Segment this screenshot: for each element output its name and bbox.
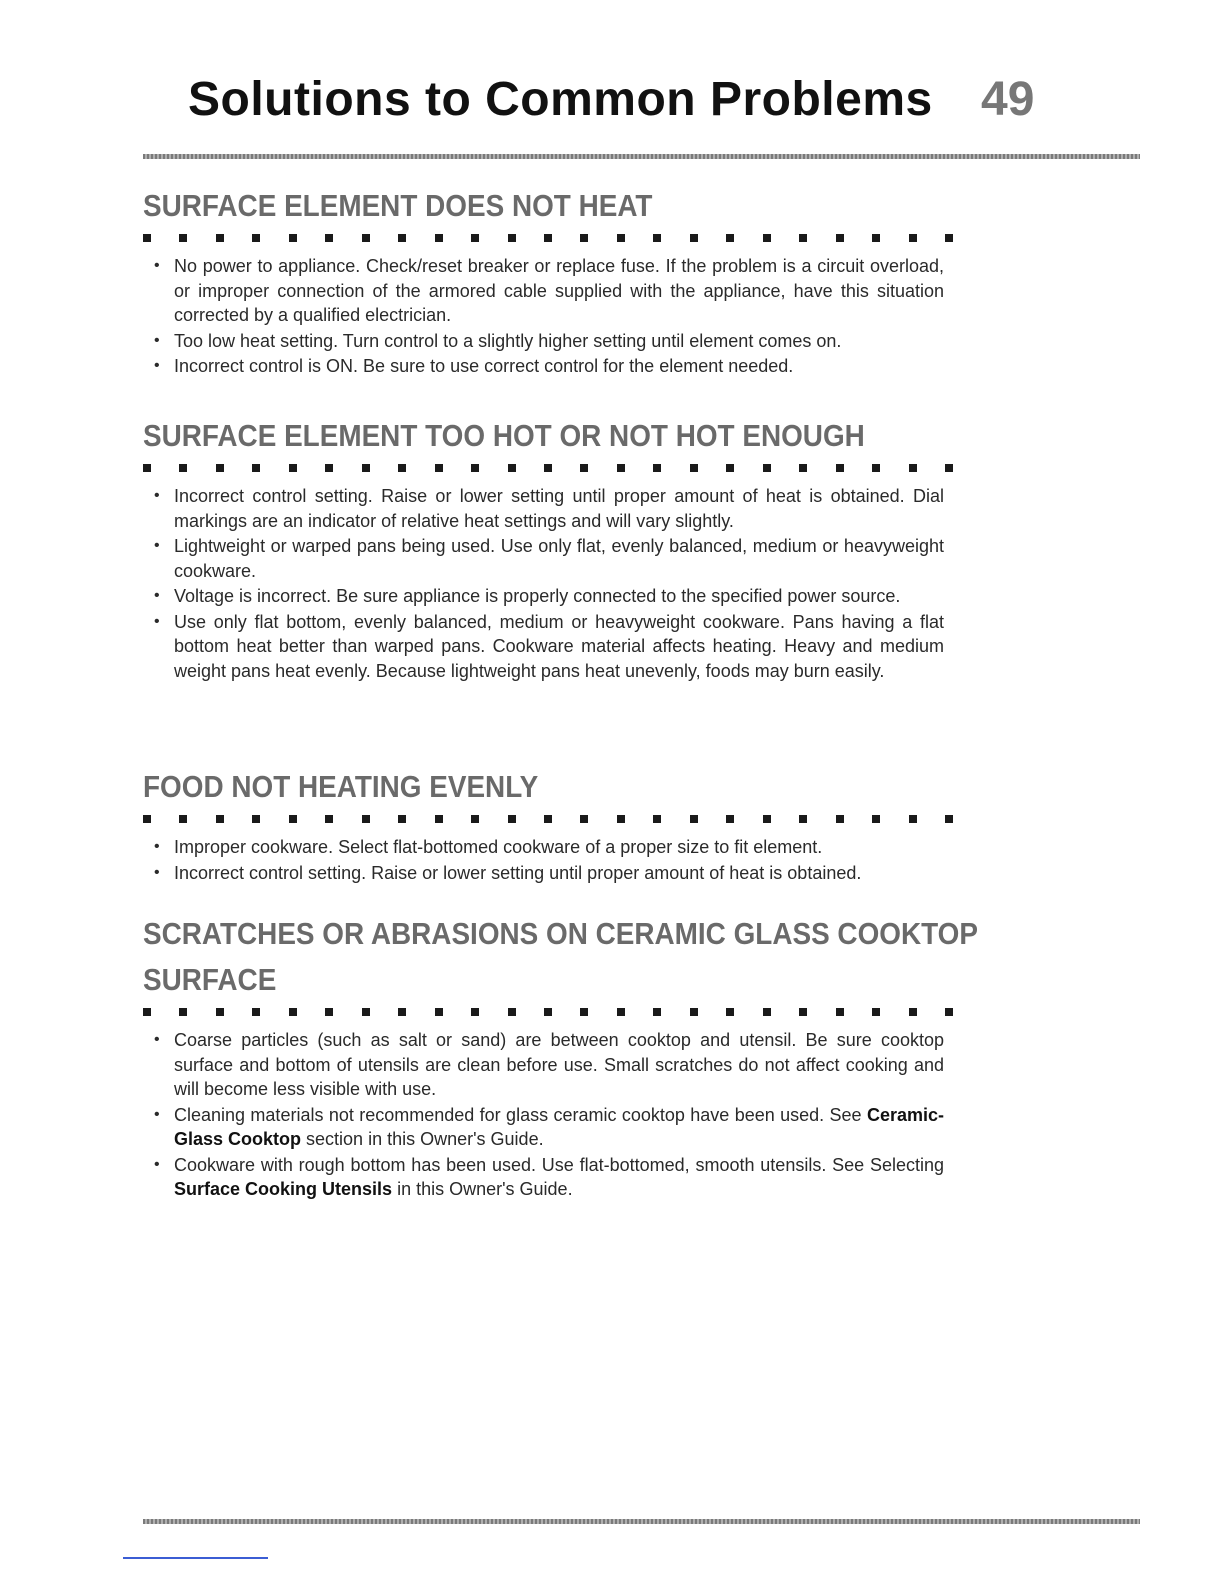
- divider-square: [799, 464, 807, 472]
- footer-rule: [143, 1519, 1140, 1524]
- dot-divider: [143, 234, 953, 243]
- divider-square: [362, 1008, 370, 1016]
- divider-square: [325, 1008, 333, 1016]
- list-item: [174, 1153, 944, 1202]
- divider-square: [252, 815, 260, 823]
- dot-divider: [143, 1008, 953, 1017]
- divider-square: [909, 1008, 917, 1016]
- divider-square: [653, 815, 661, 823]
- divider-square: [143, 464, 151, 472]
- divider-square: [471, 464, 479, 472]
- section-heading-continued: SURFACE: [143, 962, 277, 997]
- divider-square: [325, 464, 333, 472]
- divider-square: [325, 815, 333, 823]
- divider-square: [690, 815, 698, 823]
- divider-square: [398, 234, 406, 242]
- list-item: • Incorrect control is ON. Be sure to use correct control for the element needed.: [174, 354, 944, 379]
- divider-square: [289, 1008, 297, 1016]
- divider-square: [580, 815, 588, 823]
- divider-square: [289, 815, 297, 823]
- divider-square: [617, 464, 625, 472]
- divider-square: [471, 815, 479, 823]
- divider-square: [580, 1008, 588, 1016]
- divider-square: [508, 464, 516, 472]
- divider-square: [471, 1008, 479, 1016]
- divider-square: [435, 1008, 443, 1016]
- divider-square: [252, 1008, 260, 1016]
- divider-square: [726, 464, 734, 472]
- divider-square: [216, 464, 224, 472]
- divider-square: [799, 234, 807, 242]
- divider-square: [909, 234, 917, 242]
- divider-square: [435, 234, 443, 242]
- bullet-list: [143, 1028, 944, 1202]
- divider-square: [362, 815, 370, 823]
- divider-square: [508, 815, 516, 823]
- divider-square: [179, 815, 187, 823]
- section-surface-element-too-hot: [143, 416, 943, 684]
- divider-square: [252, 464, 260, 472]
- bullet-list: [143, 484, 944, 683]
- bullet-list: [143, 254, 944, 379]
- divider-square: [909, 815, 917, 823]
- item-text: section in this Owner's Guide.: [301, 1129, 544, 1149]
- divider-square: [872, 464, 880, 472]
- divider-square: [872, 1008, 880, 1016]
- dot-divider: [143, 464, 953, 473]
- section-heading: FOOD NOT HEATING EVENLY: [143, 769, 539, 804]
- divider-square: [763, 464, 771, 472]
- divider-square: [799, 1008, 807, 1016]
- divider-square: [143, 234, 151, 242]
- divider-square: [471, 234, 479, 242]
- divider-square: [909, 464, 917, 472]
- list-item: • Incorrect control setting. Raise or lower setting until proper amount of heat is obtained.: [174, 861, 944, 886]
- divider-square: [143, 1008, 151, 1016]
- section-surface-element-does-not-heat: [143, 186, 943, 380]
- divider-square: [435, 464, 443, 472]
- divider-square: [617, 815, 625, 823]
- divider-square: [544, 1008, 552, 1016]
- divider-square: [216, 1008, 224, 1016]
- section-heading: SURFACE ELEMENT TOO HOT OR NOT HOT ENOUGH: [143, 418, 865, 453]
- divider-square: [836, 1008, 844, 1016]
- divider-square: [179, 464, 187, 472]
- divider-square: [945, 815, 953, 823]
- divider-square: [325, 234, 333, 242]
- divider-square: [580, 464, 588, 472]
- divider-square: [544, 234, 552, 242]
- divider-square: [216, 234, 224, 242]
- divider-square: [653, 464, 661, 472]
- divider-square: [398, 1008, 406, 1016]
- item-text: in this Owner's Guide.: [392, 1179, 573, 1199]
- divider-square: [508, 1008, 516, 1016]
- divider-square: [617, 1008, 625, 1016]
- divider-square: [435, 815, 443, 823]
- divider-square: [362, 464, 370, 472]
- divider-square: [398, 464, 406, 472]
- ceramic-glass-cooktop-reference: Ceramic-Glass Cooktop: [174, 1104, 944, 1149]
- divider-square: [362, 234, 370, 242]
- divider-square: [179, 1008, 187, 1016]
- divider-square: [544, 815, 552, 823]
- divider-square: [726, 1008, 734, 1016]
- divider-square: [836, 464, 844, 472]
- divider-square: [580, 234, 588, 242]
- divider-square: [216, 815, 224, 823]
- divider-square: [289, 234, 297, 242]
- list-item: [174, 1103, 944, 1152]
- divider-square: [252, 234, 260, 242]
- bullet-list: [143, 835, 944, 885]
- divider-square: [945, 464, 953, 472]
- item-text: Cookware with rough bottom has been used. Use flat-bottomed, smooth utensils. See Selecting: [174, 1154, 944, 1175]
- list-item: • Use only flat bottom, evenly balanced, medium or heavyweight cookware. Pans having a flat bottom heat better than warped pans. Cookware material affects heating. Heavy and medium weight pans heat evenly. Because lightweight pans heat unevenly, foods may burn easily.: [174, 610, 944, 684]
- page-number: 49: [981, 73, 1035, 126]
- list-item: • No power to appliance. Check/reset breaker or replace fuse. If the problem is a circuit overload, or improper connection of the armored cable supplied with the appliance, have this situation corrected by a qualified electrician.: [174, 254, 944, 328]
- divider-square: [799, 815, 807, 823]
- section-food-not-heating-evenly: [143, 767, 943, 886]
- divider-square: [872, 815, 880, 823]
- surface-cooking-utensils-reference: Surface Cooking Utensils: [174, 1179, 393, 1199]
- list-item: • Improper cookware. Select flat-bottomed cookware of a proper size to fit element.: [174, 835, 944, 860]
- divider-square: [763, 234, 771, 242]
- page-header: [143, 72, 1140, 140]
- list-item: • Too low heat setting. Turn control to a slightly higher setting until element comes on.: [174, 329, 944, 354]
- section-heading: SURFACE ELEMENT DOES NOT HEAT: [143, 188, 653, 223]
- divider-square: [690, 234, 698, 242]
- divider-square: [690, 1008, 698, 1016]
- divider-square: [726, 815, 734, 823]
- header-rule: [143, 154, 1140, 159]
- divider-square: [945, 234, 953, 242]
- divider-square: [726, 234, 734, 242]
- divider-square: [398, 815, 406, 823]
- divider-square: [690, 464, 698, 472]
- list-item: • Lightweight or warped pans being used. Use only flat, evenly balanced, medium or heavyweight cookware.: [174, 534, 944, 583]
- divider-square: [508, 234, 516, 242]
- divider-square: [836, 815, 844, 823]
- divider-square: [653, 234, 661, 242]
- list-item: • Incorrect control setting. Raise or lower setting until proper amount of heat is obtained. Dial markings are an indicator of relative heat settings and will vary slightly.: [174, 484, 944, 533]
- divider-square: [763, 1008, 771, 1016]
- list-item: • Voltage is incorrect. Be sure appliance is properly connected to the specified power source.: [174, 584, 944, 609]
- item-text: Cleaning materials not recommended for glass ceramic cooktop have been used. See: [174, 1104, 867, 1125]
- section-scratches-or-abrasions: [143, 914, 978, 1203]
- dot-divider: [143, 815, 953, 824]
- divider-square: [179, 234, 187, 242]
- divider-square: [836, 234, 844, 242]
- divider-square: [289, 464, 297, 472]
- footer-link-underline: [123, 1557, 268, 1559]
- divider-square: [872, 234, 880, 242]
- divider-square: [653, 1008, 661, 1016]
- list-item: • Coarse particles (such as salt or sand) are between cooktop and utensil. Be sure cooktop surface and bottom of utensils are clean before use. Small scratches do not affect cooking and will become less visible with use.: [174, 1028, 944, 1102]
- divider-square: [945, 1008, 953, 1016]
- divider-square: [617, 234, 625, 242]
- section-heading: SCRATCHES OR ABRASIONS ON CERAMIC GLASS COOKTOP: [143, 916, 978, 951]
- page-title: Solutions to Common Problems: [188, 73, 933, 126]
- divider-square: [143, 815, 151, 823]
- divider-square: [544, 464, 552, 472]
- divider-square: [763, 815, 771, 823]
